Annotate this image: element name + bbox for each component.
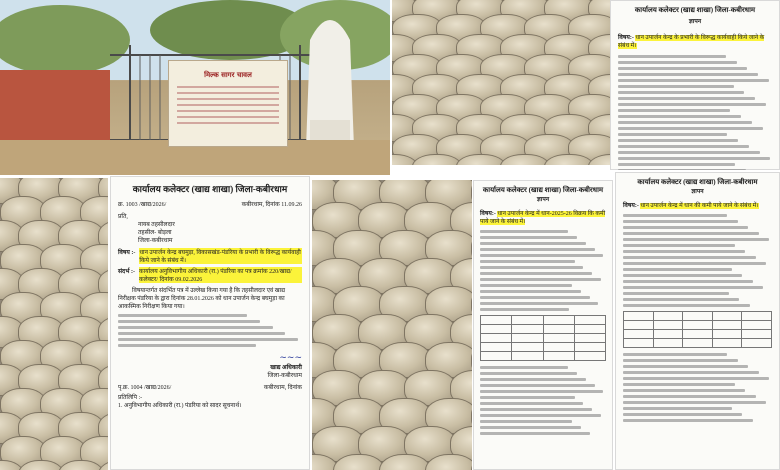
- text-line: [618, 115, 741, 118]
- text-line: [618, 61, 737, 64]
- text-line: [480, 390, 603, 393]
- text-line: [480, 384, 595, 387]
- text-line: [480, 426, 581, 429]
- signature-scribble: ~~~: [279, 353, 302, 364]
- text-line: [118, 338, 298, 341]
- text-line: [618, 169, 746, 170]
- text-line: [623, 419, 753, 422]
- text-line: [623, 220, 738, 223]
- text-line: [480, 248, 595, 251]
- text-line: [480, 254, 603, 257]
- text-line: [618, 145, 749, 148]
- rice-sacks-photo-top: [392, 0, 610, 165]
- body-paragraph: विषयान्तर्गत संदर्भित पत्र में उल्लेख किया गया है कि तहसीलदार एवं खाद्य निरीक्षक पंडरिया के द्वारा दिनांक 28.01.2026 को धान उपार्जन केन्द्र बघमुड़ा का आकस्मिक निरीक्षण किया गया।: [118, 288, 286, 311]
- order-document-center: [473, 180, 613, 470]
- text-line: [618, 157, 770, 160]
- office-heading: कार्यालय कलेक्टर (खाद्य शाखा) जिला-कबीरधाम: [482, 186, 604, 194]
- text-line: [623, 244, 735, 247]
- text-line: [480, 284, 572, 287]
- text-line: [480, 396, 575, 399]
- subject-text: धान उपार्जन केन्द्र में धान की कमी पाये जाने के संबंध में।: [640, 203, 759, 209]
- text-line: [618, 67, 747, 70]
- text-line: [480, 260, 575, 263]
- text-line: [618, 127, 763, 130]
- memo-label: ज्ञापन: [536, 197, 550, 203]
- text-line: [480, 402, 583, 405]
- text-line: [118, 320, 260, 323]
- text-line: [480, 266, 583, 269]
- addressee-district: जिला-कबीरधाम: [138, 238, 173, 244]
- subject-block: [618, 33, 772, 49]
- memo-label: ज्ञापन: [691, 189, 704, 195]
- subject-label: विषय:-: [623, 203, 639, 209]
- text-line: [618, 55, 726, 58]
- text-line: [480, 242, 586, 245]
- text-line: [480, 408, 592, 411]
- text-line: [480, 296, 590, 299]
- text-line: [623, 389, 745, 392]
- subject-text: धान उपार्जन केन्द्र में धान-2025-26 विक्रय कि कमी पाये जाने के संबंध में।: [480, 211, 606, 225]
- text-line: [480, 236, 577, 239]
- office-heading: कार्यालय कलेक्टर (खाद्य शाखा) जिला-कबीरधाम: [634, 6, 756, 14]
- subject-label: विषय:-: [480, 211, 496, 217]
- text-line: [623, 226, 748, 229]
- gate-banner: [168, 60, 288, 147]
- subject-label: विषय:-: [618, 35, 634, 41]
- signatory-title: खाद्य अधिकारी: [270, 365, 302, 372]
- subject-text: धान उपार्जन केन्द्र बघमुड़ा, विकासखंड-पंडरिया के प्रभारी के विरूद्ध कार्यवाही किये जाने के संबंध में।: [139, 250, 301, 264]
- text-line: [480, 372, 577, 375]
- text-line: [618, 85, 734, 88]
- copy-date: कबीरधाम, दिनांक: [263, 385, 302, 392]
- order-document-right-bottom: [615, 172, 780, 470]
- text-line: [618, 121, 752, 124]
- text-line: [618, 109, 730, 112]
- text-line: [118, 332, 285, 335]
- memo-label: ज्ञापन: [688, 19, 702, 25]
- text-line: [480, 308, 569, 311]
- text-line: [480, 378, 586, 381]
- text-line: [623, 292, 729, 295]
- stock-table: [623, 311, 772, 348]
- text-line: [623, 413, 742, 416]
- office-heading: कार्यालय कलेक्टर (खाद्य शाखा) जिला-कबीरधाम: [132, 184, 288, 194]
- text-line: [480, 366, 568, 369]
- banner-text: मिल्क सागर चावल: [204, 71, 252, 79]
- text-line: [480, 302, 598, 305]
- text-line: [618, 163, 735, 166]
- addressee: [118, 212, 302, 244]
- body-text-lines: [118, 314, 302, 347]
- text-line: [618, 133, 727, 136]
- text-line: [480, 432, 590, 435]
- text-line: [623, 274, 742, 277]
- text-line: [623, 214, 727, 217]
- stock-table: [480, 315, 606, 361]
- text-line: [118, 344, 256, 347]
- text-line: [623, 377, 769, 380]
- reference-label: संदर्भ :-: [118, 269, 135, 275]
- text-line: [480, 414, 601, 417]
- text-line: [623, 232, 759, 235]
- prati-label: प्रति,: [118, 214, 128, 220]
- text-line: [623, 371, 759, 374]
- signature-block: [118, 353, 302, 379]
- text-line: [618, 73, 758, 76]
- subject-label: विषय :-: [118, 250, 136, 256]
- text-line: [618, 103, 766, 106]
- subject-block: [623, 201, 772, 209]
- gate-photo: [0, 0, 390, 175]
- text-line: [623, 280, 753, 283]
- text-line: [623, 407, 732, 410]
- reference-text: कार्यालय अनुविभागीय अधिकारी (रा.) पंडरिया का पत्र क्रमांक 220/खाद्य/कलेक्टर/ दिनांक 09.02.2026: [139, 267, 302, 283]
- text-line: [623, 268, 732, 271]
- office-heading: कार्यालय कलेक्टर (खाद्य शाखा) जिला-कबीरधाम: [637, 178, 758, 186]
- text-line: [623, 256, 756, 259]
- body-text-lines-2: [623, 353, 772, 422]
- text-line: [623, 401, 766, 404]
- body-text-lines: [623, 214, 772, 307]
- text-line: [480, 230, 568, 233]
- copy-reference-number: पृ.क्र. 1004 /खाद्य/2026/: [118, 385, 172, 392]
- body-text-lines-2: [480, 366, 606, 435]
- text-line: [118, 314, 247, 317]
- order-document-main: [110, 176, 310, 470]
- text-line: [480, 272, 592, 275]
- text-line: [618, 79, 769, 82]
- subject-block: [480, 209, 606, 225]
- copy-item-1: 1. अनुविभागीय अधिकारी (रा.) पंडरिया को सादर सूचनार्थ।: [118, 403, 242, 410]
- text-line: [623, 365, 748, 368]
- rice-sacks-photo-middle: [312, 180, 472, 470]
- text-line: [623, 298, 739, 301]
- signatory-district: जिला-कबीरधाम: [267, 373, 302, 380]
- text-line: [623, 359, 738, 362]
- text-line: [623, 383, 735, 386]
- text-line: [480, 290, 581, 293]
- addressee-line1: नायब तहसीलदार: [138, 222, 175, 228]
- reference-number: क्र. 1003 /खाद्य/2026/: [118, 202, 167, 208]
- body-text-lines: [618, 55, 772, 170]
- text-line: [623, 262, 766, 265]
- text-line: [618, 139, 738, 142]
- reference-block: [118, 267, 302, 283]
- text-line: [623, 353, 727, 356]
- text-line: [623, 238, 769, 241]
- copy-ref-row: [118, 383, 302, 391]
- subject-block: [118, 248, 302, 264]
- order-date: कबीरधाम, दिनांक 11.09.26: [241, 202, 302, 208]
- text-line: [480, 278, 601, 281]
- rice-sacks-photo-left: [0, 178, 108, 470]
- copy-label: प्रतिलिपि :-: [118, 395, 143, 402]
- text-line: [618, 97, 755, 100]
- ref-row: [118, 200, 302, 208]
- text-line: [623, 395, 756, 398]
- text-line: [618, 151, 760, 154]
- text-line: [623, 250, 745, 253]
- order-document-right-top: [610, 0, 780, 170]
- text-line: [618, 91, 744, 94]
- text-line: [118, 326, 273, 329]
- text-line: [623, 286, 763, 289]
- addressee-line2: तहसील- बोड़ला: [138, 230, 172, 236]
- text-line: [623, 304, 750, 307]
- text-line: [480, 420, 572, 423]
- body-text-lines: [480, 230, 606, 311]
- subject-text: धान उपार्जन केन्द्र के प्रभारी के विरूद्ध कार्यवाही किये जाने के संबंध में।: [618, 35, 765, 49]
